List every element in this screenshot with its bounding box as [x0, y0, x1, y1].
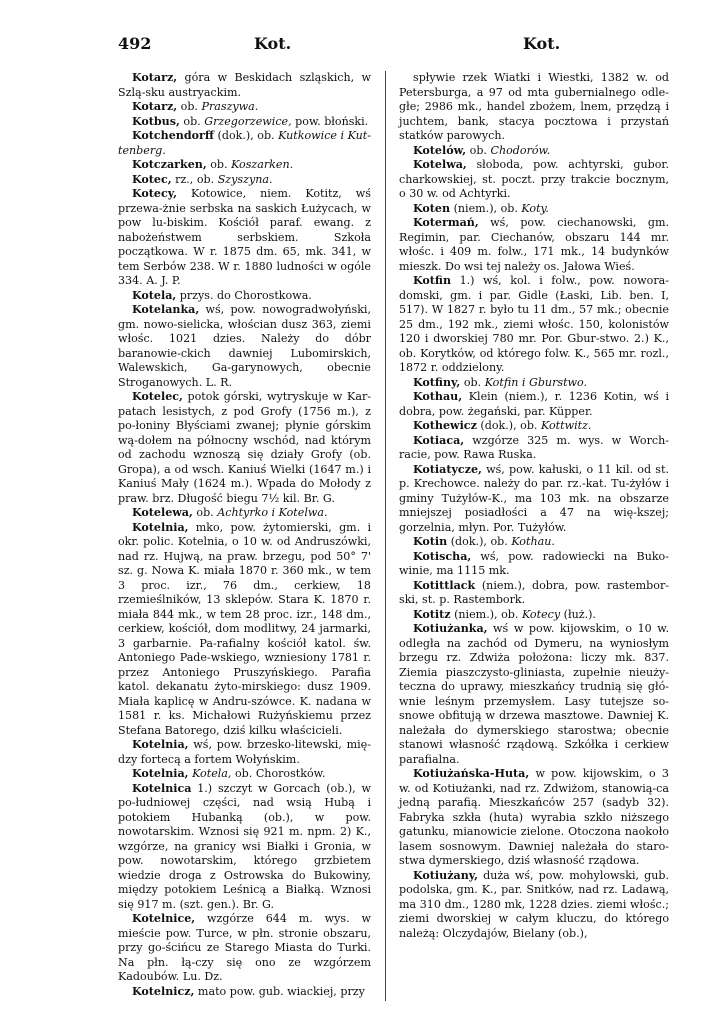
entry-headword: Kotiaca, [413, 433, 465, 447]
dictionary-entry [399, 463, 669, 536]
dictionary-entry [399, 434, 669, 463]
entry-cross-reference: Koszarken. [231, 158, 294, 171]
entry-text: 1.) szczyt w Gorcach (ob.), w po-łudniowej części, nad wsią Hubą i potokiem Hubanką (ob.), w pow. nowotarskim. Wznosi się 921 m. npm. 2) K., wzgórze, na granicy wsi Białki i Gronia, w pow. nowotarskim, którego grzbietem wiedzie droga z Ostrowska do Bukowiny, między potokiem Leśnicą a Białką. Wznosi się 917 m. (szt. gen.). Br. G. [118, 781, 371, 911]
column-divider [385, 71, 386, 1001]
running-head-right: Kot. [523, 34, 561, 53]
entry-cross-reference: Chodorów. [490, 143, 551, 157]
dictionary-entry [399, 579, 669, 608]
entry-text: (dok.), ob. [213, 129, 279, 142]
dictionary-entry [399, 158, 669, 202]
entry-text: wś, pow. kałuski, o 11 kil. od st. p. Krechowce. należy do par. rz.-kat. Tu-żyłów i gminy Tużyłów-K., ma 103 mk. na obszarze mniejszej posiadłości a 47 na wię-kszej; gorzelnia, młyn. Por. Tużyłów. [399, 462, 669, 534]
entry-text: ob. [179, 114, 205, 128]
entry-text: ob. [460, 375, 485, 389]
entry-text: słoboda, pow. achtyrski, gubor. charkowskiej, st. poczt. przy trakcie bocznym, o 30 w. od Achtyrki. [399, 158, 669, 200]
entry-cross-reference: Kotela, [192, 767, 232, 780]
entry-headword: Kotelnicz, [132, 984, 195, 998]
entry-text: (dok.), ob. [447, 535, 512, 548]
dictionary-entry [118, 390, 371, 506]
entry-headword: Kotiużanka, [413, 622, 488, 635]
entry-headword: Kothewicz [413, 419, 477, 432]
entry-headword: Kotbus, [132, 114, 180, 128]
entry-text: wś w pow. kijowskim, o 10 w. odległa na zachód od Dymeru, na wyniosłym brzegu rz. Zdwiża położona: liczy mk. 837. Ziemia piaszczysto-gliniasta, zupełnie nieuży-teczna do uprawy, mieszkańcy trudnią się głó-wnie leśnym przemysłem. Lasy tutejsze so-snowe obfitują w drzewa masztowe. Dawniej K. należała do dymerskiego starostwa; obecnie stanowi własność rządową. Szkółka i cerkiew parafialna. [399, 622, 669, 766]
entry-headword: Kotelec, [132, 390, 183, 403]
entry-headword: Kotitz [413, 607, 451, 621]
entry-headword: Kotec, [132, 172, 172, 186]
left-column [118, 71, 371, 999]
entry-headword: Kotiużańska-Huta, [413, 767, 530, 780]
entry-tail: ob. Chorostków. [231, 767, 326, 780]
dictionary-entry [399, 535, 669, 550]
entry-headword: Kotelnice, [132, 912, 196, 925]
page-header [118, 34, 668, 54]
entry-text: wzgórze 325 m. wys. w Worch-racie, pow. Rawa Ruska. [399, 433, 669, 461]
entry-cross-reference: Kotfin i Gburstwo. [484, 375, 588, 389]
entry-headword: Kotelanka, [132, 303, 200, 316]
entry-text: wś, pow. radowiecki na Buko-winie, ma 1115 mk. [399, 549, 669, 577]
entry-cross-reference: Kutkowice i Kut-tenberg. [118, 129, 371, 157]
entry-cross-reference: Achtyrko i Kotelwa. [217, 506, 328, 519]
entry-headword: Kothau, [413, 390, 463, 403]
dictionary-entry [118, 506, 371, 521]
entry-text: ob. [206, 158, 232, 171]
entry-text: Kotowice, niem. Kotitz, wś przewa-żnie serbska na saskich Łużycach, w pow lu-biskim. Kościół paraf. ewang. z nabożeństwem serbskiem. Szkoła początkowa. W r. 1875 dm. 65, mk. 341, w tem Serbów 238. W r. 1880 ludności w ogóle 334. A. J. P. [118, 187, 371, 287]
entry-text: rz., ob. [171, 172, 218, 186]
dictionary-entry [399, 376, 669, 391]
entry-headword: Kotelnia, [132, 738, 189, 751]
right-column [399, 71, 669, 941]
dictionary-entry [118, 158, 371, 173]
dictionary-entry [399, 550, 669, 579]
dictionary-entry [118, 912, 371, 985]
entry-text: góra w Beskidach szląskich, w Szlą-sku austryackim. [118, 71, 371, 99]
dictionary-entry [118, 738, 371, 767]
entry-text: 1.) wś, kol. i folw., pow. nowora-domski, gm. i par. Gidle (Łaski, Lib. ben. I, 517). W 1827 r. było tu 11 dm., 57 mk.; obecnie 25 dm., 192 mk., ziemi włośc. 150, kolonistów 120 i dworskiej 780 mr. Por. Gbur-stwo. 2.) K., ob. Korytków, od którego folw. K., 565 mr. rozl., 1872 r. oddzielony. [399, 274, 669, 374]
entry-headword: Koten [413, 201, 451, 215]
entry-headword: Kotiużany, [413, 868, 479, 882]
entry-text: wzgórze 644 m. wys. w mieście pow. Turce, w płn. stronie obszaru, przy go-ścińcu ze Starego Miasta do Turki. Na płn. łą-czy się ono ze wzgórzem Kadoubów. Lu. Dz. [118, 912, 371, 983]
dictionary-entry [118, 129, 371, 158]
entry-headword: Kotarz, [132, 100, 178, 113]
entry-text: mato pow. gub. wiackiej, przy [194, 984, 365, 998]
entry-headword: Kotecy, [132, 187, 177, 200]
entry-text: (dok.), ob. [476, 419, 541, 432]
entry-headword: Kotelwa, [413, 158, 467, 171]
dictionary-entry [118, 303, 371, 390]
entry-text: wś, pow. ciechanowski, gm. Regimin, par. Ciechanów, obszaru 144 mr. włośc. i 409 m. folw., 171 mk., 14 budynków mieszk. Do wsi tej należy os. Jałowa Wieś. [399, 216, 669, 273]
entry-headword: Kotarz, [132, 71, 178, 84]
dictionary-entry [118, 985, 371, 1000]
dictionary-entry [118, 100, 371, 115]
entry-headword: Kotermań, [413, 216, 479, 229]
entry-text: przys. do Chorostkowa. [176, 288, 312, 302]
entry-text: ob. [192, 506, 218, 519]
entry-headword: Kotfin [413, 274, 452, 287]
dictionary-entry [399, 274, 669, 376]
entry-headword: Kotiatycze, [413, 462, 482, 476]
entry-text: Klein (niem.), r. 1236 Kotin, wś i dobra, pow. żegański, par. Küpper. [399, 390, 669, 418]
dictionary-entry [118, 767, 371, 782]
entry-text: (niem.), ob. [450, 201, 522, 215]
entry-text: ob. [466, 143, 491, 157]
dictionary-entry [399, 202, 669, 217]
entry-cross-reference: Koty. [521, 201, 549, 215]
entry-text: wś, pow. brzesko-litewski, mię-dzy fortecą a fortem Wołyńskim. [118, 738, 371, 766]
entry-text: duża wś, pow. mohylowski, gub. podolska, gm. K., par. Snitków, nad rz. Ladawą, ma 310 dm., 1280 mk, 1228 dzies. ziemi włośc.; ziemi dworskiej w całym kluczu, do którego należą: Olczydajów, Bielany (ob.), [399, 868, 669, 940]
entry-text: (niem.), ob. [450, 607, 522, 621]
entry-headword: Kotittlack [413, 578, 476, 592]
entry-tail: (łuż.). [560, 607, 596, 621]
entry-cross-reference: Praszywa. [201, 100, 259, 113]
dictionary-entry [399, 767, 669, 869]
page-number: 492 [118, 34, 152, 53]
entry-headword: Kotchendorff [132, 129, 214, 142]
dictionary-entry [399, 216, 669, 274]
dictionary-entry [399, 869, 669, 942]
entry-headword: Kotelów, [413, 143, 467, 157]
entry-text: ob. [177, 100, 202, 113]
entry-headword: Kotischa, [413, 549, 472, 563]
entry-headword: Kotelnia, [132, 767, 189, 780]
entry-text: (niem.), dobra, pow. rastembor-ski, st. p. Rastembork. [399, 578, 669, 606]
entry-cross-reference: Grzegorzewice, [204, 114, 292, 128]
entry-text: mko, pow. żytomierski, gm. i okr. polic. Kotelnia, o 10 w. od Andruszówki, nad rz. Hujwą, na praw. brzegu, pod 50° 7' sz. g. Nowa K. miała 1870 r. 360 mk., w tem 3 proc. izr., 76 dm., cerkiew, 18 rzemieślników, 13 sklepów. Stara K. 1870 r. miała 844 mk., w tem 28 proc. izr., 148 dm., cerkiew, kościół, dom modlitwy, 24 jarmarki, 3 garbarnie. Pa-rafialny kościół katol. św. Antoniego Pade-wskiego, wzniesiony 1781 r. przez Antoniego Pruszyńskiego. Parafia katol. dekanatu żyto-mirskiego: dusz 1909. Miała kaplicę w Andru-szówce. K. nadana w 1581 r. ks. Michałowi Rużyńskiemu przez Stefana Batorego, dziś kilku właścicieli. [118, 520, 371, 737]
dictionary-entry [118, 115, 371, 130]
entry-headword: Kotelnica [132, 781, 192, 795]
dictionary-entry [399, 71, 669, 144]
entry-tail: pow. błoński. [291, 114, 369, 128]
entry-headword: Kotelnia, [132, 520, 189, 534]
entry-cross-reference: Szyszyna. [217, 172, 273, 186]
running-head-left: Kot. [254, 34, 292, 53]
entry-cross-reference: Kotecy [521, 607, 561, 621]
dictionary-entry [118, 521, 371, 739]
entry-headword: Kotelewa, [132, 506, 193, 519]
dictionary-entry [118, 782, 371, 913]
entry-text: wś, pow. nowogradwołyński, gm. nowo-sielicka, włościan dusz 363, ziemi włośc. 1021 dzies. Należy do dóbr baranowie-ckich dawniej Lubomirskich, Walewskich, Ga-garynowych, obecnie Stroganowych. L. R. [118, 303, 371, 389]
dictionary-entry [399, 144, 669, 159]
entry-text: spływie rzek Wiatki i Wiestki, 1382 w. od Petersburga, a 97 od mta gubernialnego odle-głe; 2986 mk., handel zbożem, lnem, przędzą i juchtem, bank, stacya pocztowa i przystań statków parowych. [399, 71, 669, 142]
dictionary-entry [118, 289, 371, 304]
entry-headword: Kotczarken, [132, 158, 207, 171]
entry-cross-reference: Kothau. [511, 535, 555, 548]
dictionary-entry [399, 608, 669, 623]
dictionary-entry [399, 419, 669, 434]
dictionary-entry [118, 71, 371, 100]
entry-text: w pow. kijowskim, o 3 w. od Kotiużanki, nad rz. Zdwiżom, stanowią-ca jedną parafią. Mieszkańców 257 (sadyb 32). Fabryka szkła (huta) wyrabia szkło niższego gatunku, mianowicie zielone. Otoczona naokoło lasem sosnowym. Dawniej należała do staro-stwa dymerskiego, dziś własność rządowa. [399, 767, 669, 867]
entry-text: potok górski, wytryskuje w Kar-patach lesistych, z pod Grofy (1756 m.), z po-łoniny Błyściami zwanej; płynie górskim wą-dołem na północny wschód, nad którym od zachodu wznoszą się działy Grofy (ob. Gropa), a od wsch. Kaniuś Wielki (1647 m.) i Kaniuś Mały (1624 m.). Wpada do Mołody z praw. brz. Długość biegu 7½ kil. Br. G. [118, 390, 371, 505]
dictionary-entry [399, 390, 669, 419]
dictionary-entry [399, 622, 669, 767]
entry-headword: Kotin [413, 535, 448, 548]
entry-headword: Kotfiny, [413, 375, 461, 389]
dictionary-entry [118, 173, 371, 188]
entry-cross-reference: Kottwitz. [540, 419, 592, 432]
entry-headword: Kotela, [132, 288, 177, 302]
dictionary-entry [118, 187, 371, 289]
